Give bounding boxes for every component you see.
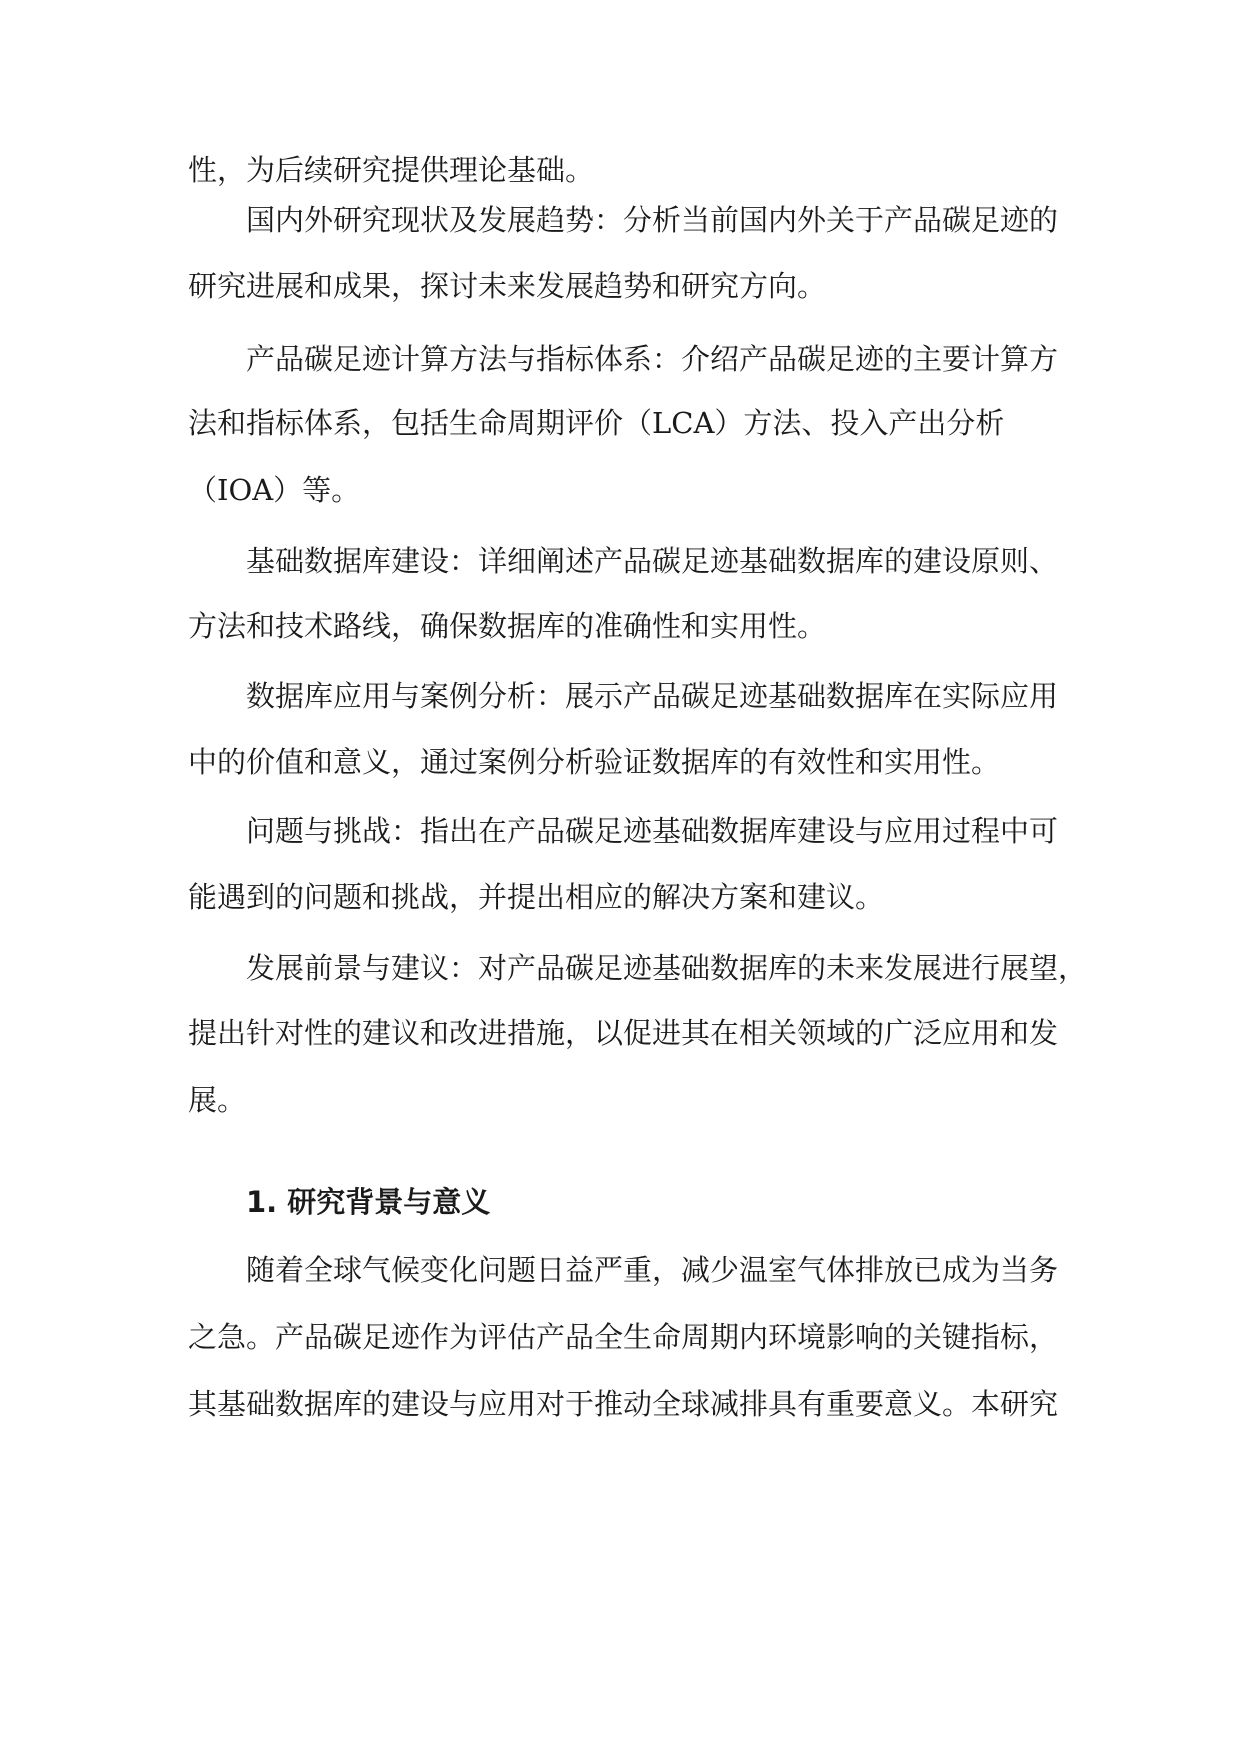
paragraph-line: 中的价值和意义，通过案例分析验证数据库的有效性和实用性。 (188, 745, 1001, 779)
paragraph-line: 研究进展和成果，探讨未来发展趋势和研究方向。 (188, 269, 827, 303)
paragraph-line: 国内外研究现状及发展趋势：分析当前国内外关于产品碳足迹的 (246, 203, 1059, 237)
paragraph-line: 问题与挑战：指出在产品碳足迹基础数据库建设与应用过程中可 (246, 814, 1059, 848)
paragraph-line: 法和指标体系，包括生命周期评价（LCA）方法、投入产出分析 (188, 406, 1005, 440)
paragraph-line: 其基础数据库的建设与应用对于推动全球减排具有重要意义。本研究 (188, 1387, 1059, 1421)
paragraph-line: 能遇到的问题和挑战，并提出相应的解决方案和建议。 (188, 880, 885, 914)
paragraph-line: 随着全球气候变化问题日益严重，减少温室气体排放已成为当务 (246, 1253, 1059, 1287)
paragraph-line: 发展前景与建议：对产品碳足迹基础数据库的未来发展进行展望， (246, 951, 1088, 985)
paragraph-line: 数据库应用与案例分析：展示产品碳足迹基础数据库在实际应用 (246, 679, 1059, 713)
paragraph-line: 之急。产品碳足迹作为评估产品全生命周期内环境影响的关键指标， (188, 1320, 1059, 1354)
paragraph-line: 展。 (188, 1083, 247, 1117)
paragraph-line: （IOA）等。 (188, 473, 361, 507)
section-heading: 1. 研究背景与意义 (246, 1185, 491, 1219)
paragraph-line: 产品碳足迹计算方法与指标体系：介绍产品碳足迹的主要计算方 (246, 342, 1059, 376)
paragraph-line: 基础数据库建设：详细阐述产品碳足迹基础数据库的建设原则、 (246, 544, 1059, 578)
paragraph-line: 方法和技术路线，确保数据库的准确性和实用性。 (188, 609, 827, 643)
paragraph-line: 性，为后续研究提供理论基础。 (188, 153, 595, 187)
paragraph-line: 提出针对性的建议和改进措施，以促进其在相关领域的广泛应用和发 (188, 1016, 1059, 1050)
